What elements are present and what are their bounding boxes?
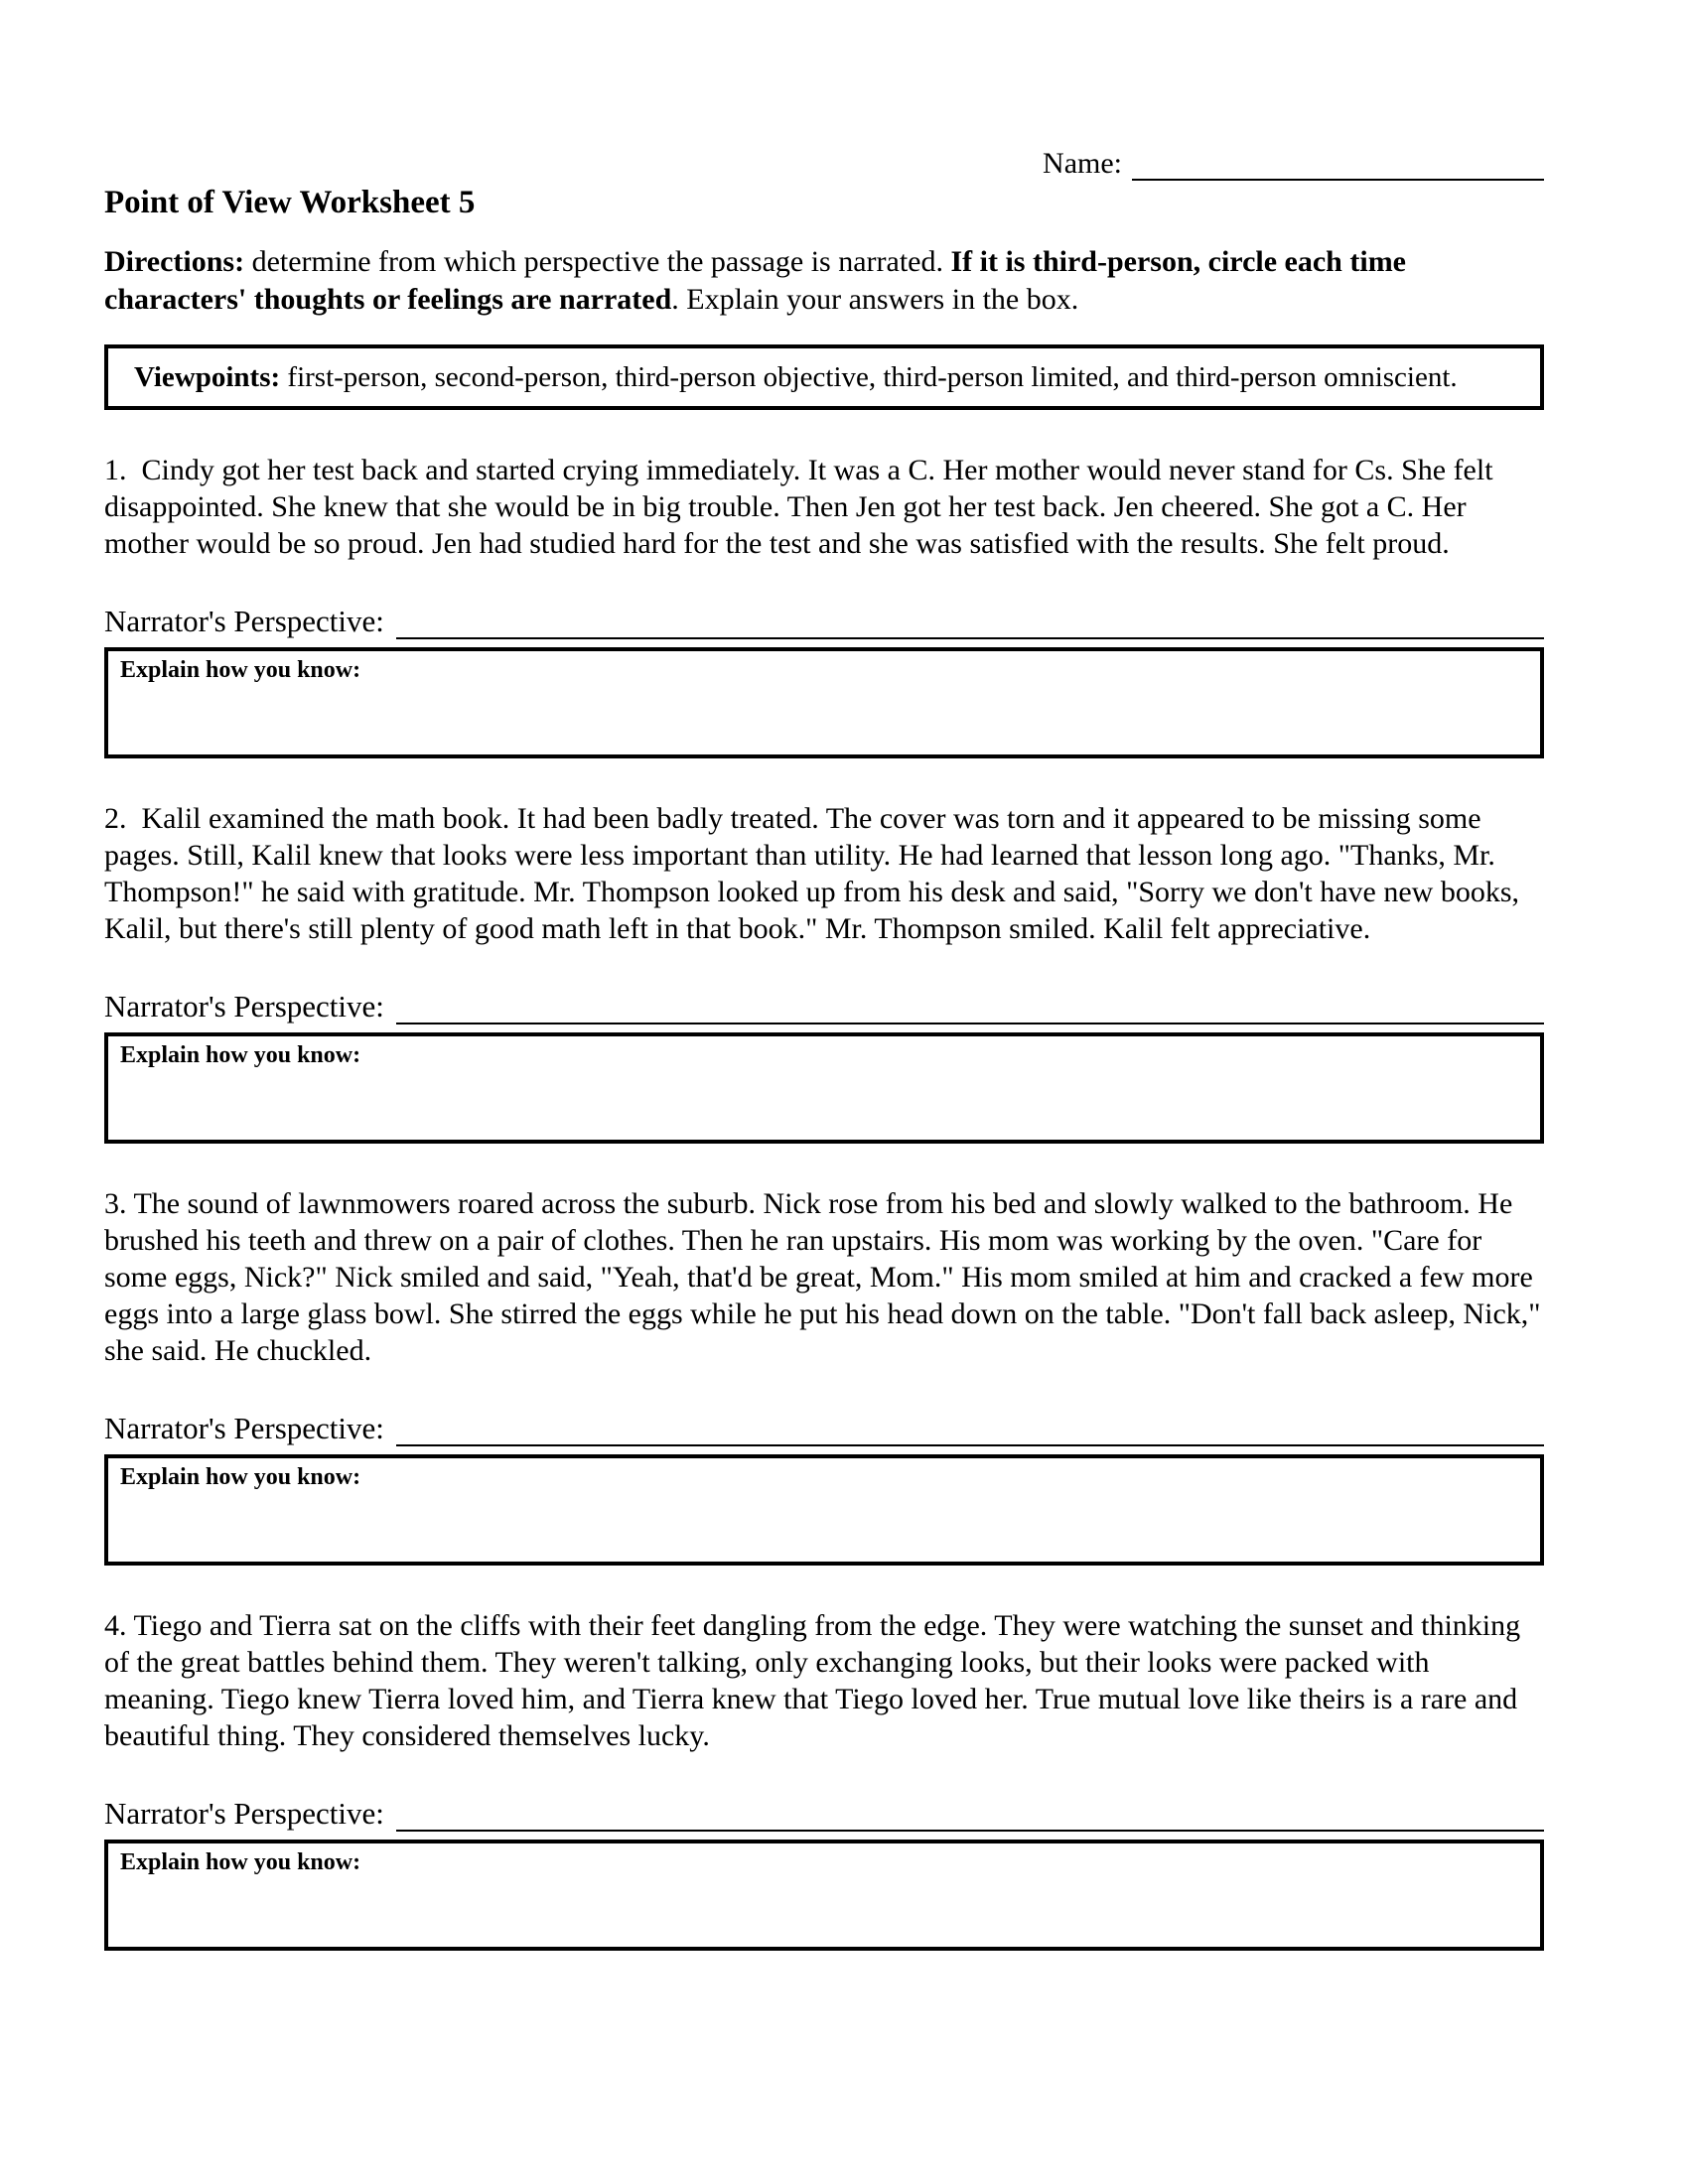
explain-box-3[interactable] (104, 1454, 1544, 1566)
passage-2: 2. Kalil examined the math book. It had been badly treated. The cover was torn and it appeared to be missing some pages. Still, Kalil knew that looks were less important than utility. He had learned that lesson long ago. "Thanks, Mr. Thompson!" he said with gratitude. Mr. Thompson looked up from his desk and said, "Sorry we don't have new books, Kalil, but there's still plenty of good math left in that book." Mr. Thompson smiled. Kalil felt appreciative. (104, 802, 1527, 945)
viewpoints-text: first-person, second-person, third-person objective, third-person limited, and third-person omniscient. (280, 361, 1458, 393)
directions-label: Directions: (104, 245, 245, 278)
name-label: Name: (1043, 147, 1122, 180)
explain-label-4: Explain how you know: (120, 1849, 361, 1875)
passage-4: 4. Tiego and Tierra sat on the cliffs with their feet dangling from the edge. They were watching the sunset and thinking of the great battles behind them. They weren't talking, only exchanging looks, but their looks were packed with meaning. Tiego knew Tierra loved him, and Tierra knew that Tiego loved her. True mutual love like theirs is a rare and beautiful thing. They considered themselves lucky. (104, 1609, 1528, 1752)
passage-1: 1. Cindy got her test back and started crying immediately. It was a C. Her mother would never stand for Cs. She felt disappointed. She knew that she would be in big trouble. Then Jen got her test back. Jen cheered. She got a C. Her mother would be so proud. Jen had studied hard for the test and she was satisfied with the results. She felt proud. (104, 454, 1501, 560)
viewpoints-box (104, 344, 1544, 410)
perspective-input-line-1[interactable] (396, 604, 1544, 639)
perspective-input-line-3[interactable] (396, 1411, 1544, 1446)
passage-3: 3. The sound of lawnmowers roared across the suburb. Nick rose from his bed and slowly walked to the bathroom. He brushed his teeth and threw on a pair of clothes. Then he ran upstairs. His mom was working by the oven. "Care for some eggs, Nick?" Nick smiled and said, "Yeah, that'd be great, Mom." His mom smiled at him and cracked a few more eggs into a large glass bowl. She stirred the eggs while he put his head down on the table. "Don't fall back asleep, Nick," she said. He chuckled. (104, 1187, 1549, 1367)
directions-text-2: . Explain your answers in the box. (671, 283, 1079, 316)
perspective-label-1: Narrator's Perspective: (104, 604, 384, 638)
perspective-input-line-2[interactable] (396, 989, 1544, 1024)
directions-bold-text: If it is third-person, circle each time characters' thoughts or feelings are narrated (104, 245, 1406, 316)
name-input-line[interactable] (1132, 147, 1544, 181)
perspective-label-4: Narrator's Perspective: (104, 1796, 384, 1831)
explain-label-2: Explain how you know: (120, 1042, 361, 1068)
perspective-row-3 (104, 1411, 1544, 1446)
explain-label-1: Explain how you know: (120, 657, 361, 683)
perspective-row-4 (104, 1796, 1544, 1832)
perspective-row-2 (104, 989, 1544, 1024)
perspective-label-2: Narrator's Perspective: (104, 989, 384, 1024)
explain-box-1[interactable] (104, 647, 1544, 758)
name-row (104, 0, 1544, 181)
viewpoints-label: Viewpoints: (134, 361, 281, 393)
perspective-label-3: Narrator's Perspective: (104, 1411, 384, 1445)
explain-box-4[interactable] (104, 1840, 1544, 1951)
directions-text-1: determine from which perspective the passage is narrated. (244, 245, 951, 278)
perspective-row-1 (104, 604, 1544, 639)
explain-box-2[interactable] (104, 1032, 1544, 1144)
page-title: Point of View Worksheet 5 (104, 185, 476, 220)
explain-label-3: Explain how you know: (120, 1464, 361, 1490)
perspective-input-line-4[interactable] (396, 1796, 1544, 1832)
directions (104, 243, 1544, 319)
